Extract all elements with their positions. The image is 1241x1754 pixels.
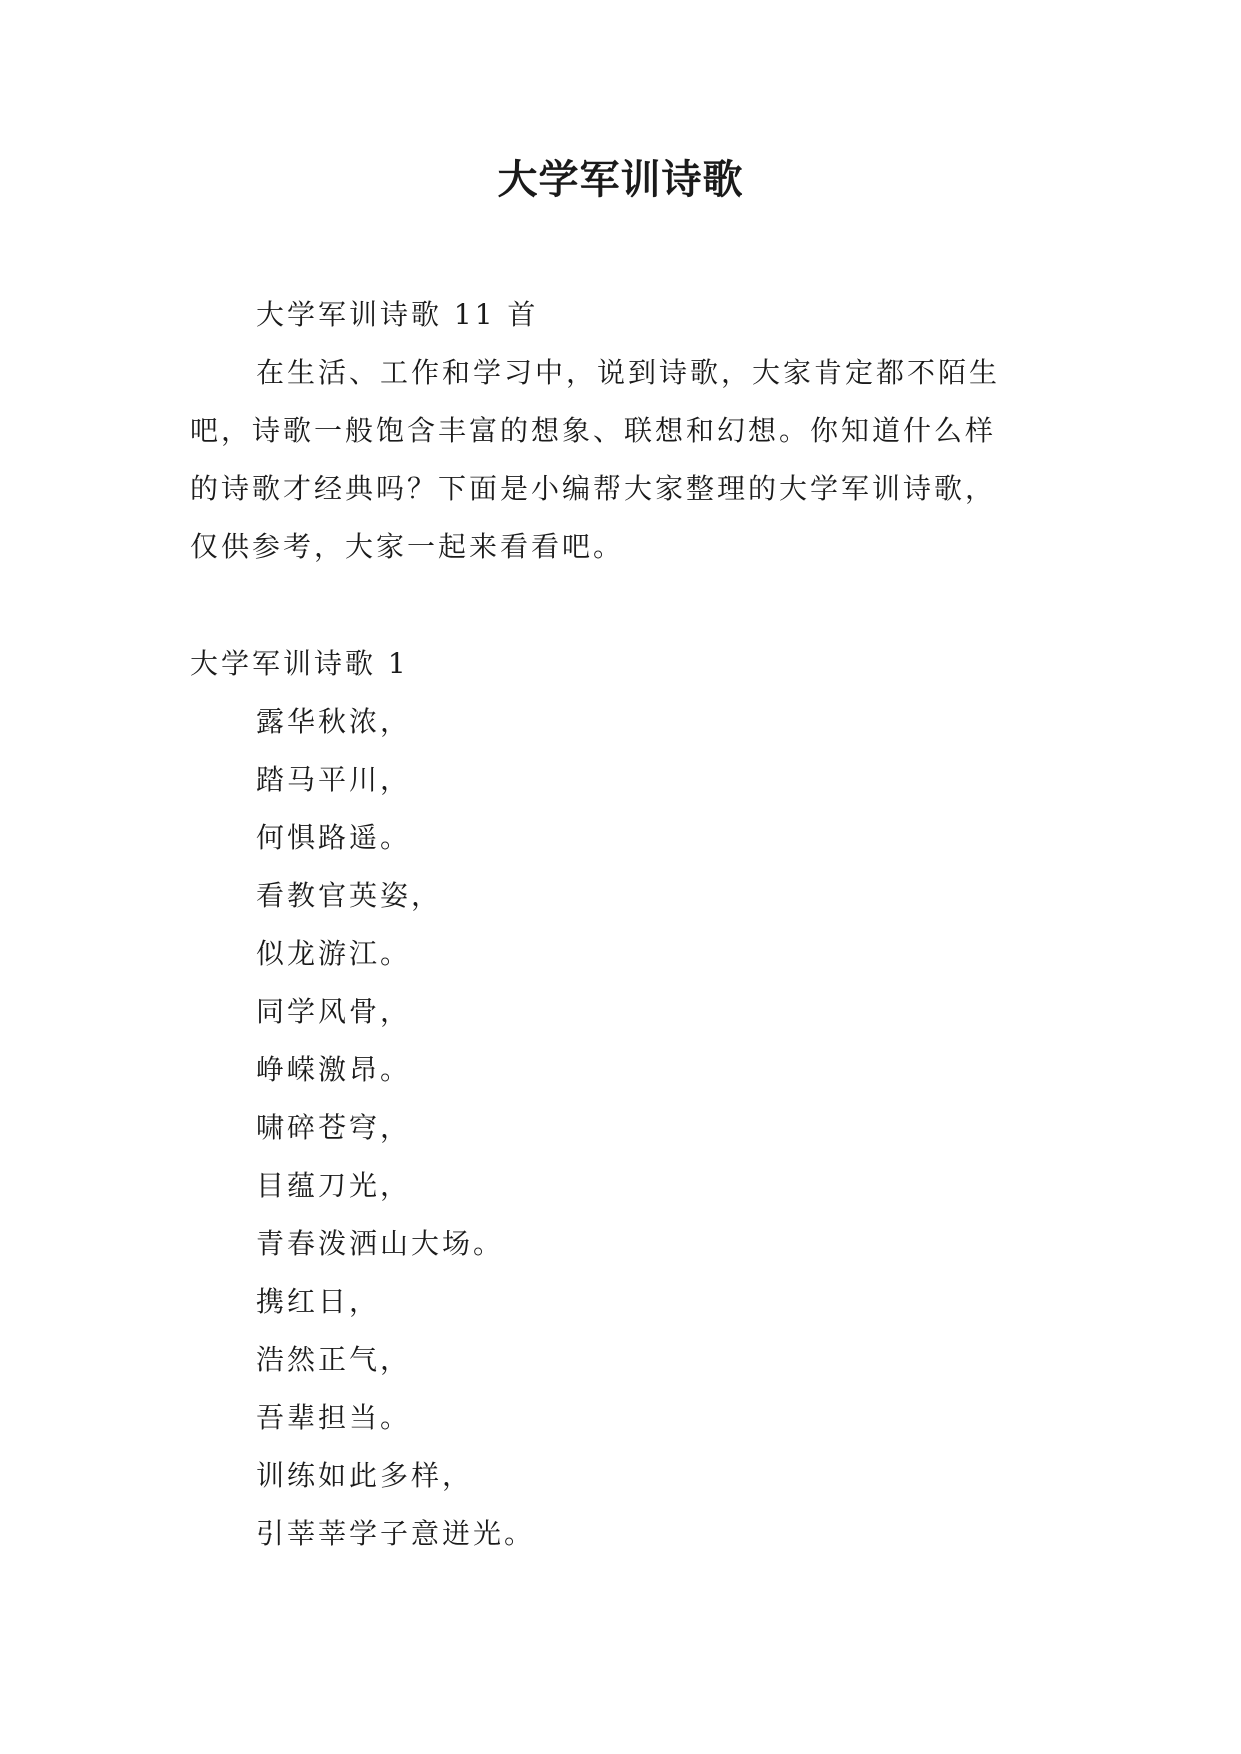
poem-line: 踏马平川， [256,763,412,796]
poem-line: 目蕴刀光， [256,1169,412,1202]
poem-line: 同学风骨， [256,995,412,1028]
subtitle: 大学军训诗歌 11 首 [256,298,539,331]
poem-section [190,635,1060,1563]
poem-line: 何惧路遥。 [256,821,412,854]
poem-line: 露华秋浓， [256,705,412,738]
poem-line: 引莘莘学子意迸光。 [256,1517,536,1550]
poem-line: 啸碎苍穹， [256,1111,412,1144]
poem-line: 训练如此多样， [256,1459,474,1492]
intro-line: 吧，诗歌一般饱含丰富的想象、联想和幻想。你知道什么样 [190,414,997,447]
intro-line: 的诗歌才经典吗？下面是小编帮大家整理的大学军训诗歌， [190,472,997,505]
poem-line: 吾辈担当。 [256,1401,412,1434]
document-title: 大学军训诗歌 [497,157,744,203]
poem-line: 峥嵘激昂。 [256,1053,412,1086]
poem-heading: 大学军训诗歌 1 [190,647,409,680]
intro-line: 仅供参考，大家一起来看看吧。 [190,530,625,563]
intro-line: 在生活、工作和学习中，说到诗歌，大家肯定都不陌生 [256,356,1001,389]
intro-section [190,286,1060,576]
poem-line: 浩然正气， [256,1343,412,1376]
poem-line: 携红日， [256,1285,381,1318]
poem-line: 看教官英姿， [256,879,443,912]
poem-line: 青春泼洒山大场。 [256,1227,505,1260]
poem-line: 似龙游江。 [256,937,412,970]
